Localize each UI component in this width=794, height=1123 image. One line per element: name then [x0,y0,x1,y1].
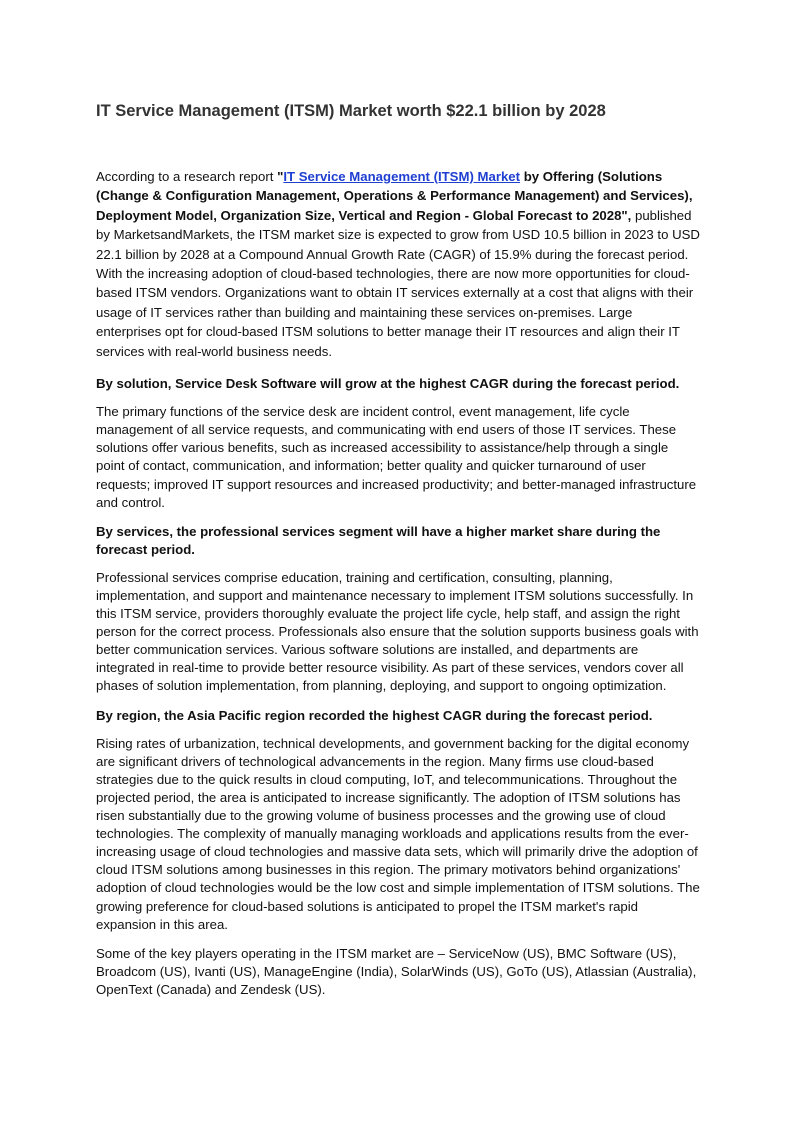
section-body-services: Professional services comprise education, training and certification, consulting, planning, implementation, and support and maintenance necessary to implement ITSM solutions successfully. In this ITSM service, providers thoroughly evaluate the project life cycle, help staff, and assign the right person for the correct process. Professionals also ensure that the solution supports business goals with better communication services. Various software solutions are installed, and departments are integrated in real-time to provide better resource visibility. As part of these services, vendors cover all phases of solution implementation, from planning, deploying, and support to ongoing optimization. [96,569,699,694]
report-title-rest: by Offering (Solutions (Change & Configuration Management, Operations & Performance Management) and Services), Deployment Model, Organization Size, Vertical and Region - Global Forecast to 2028", [96,169,693,223]
section-body-region: Rising rates of urbanization, technical developments, and government backing for the digital economy are significant drivers of technological advancements in the region. Many firms use cloud-based strategies due to the quick results in cloud computing, IoT, and telecommunications. Throughout the projected period, the area is anticipated to increase significantly. The adoption of ITSM solutions has risen substantially due to the growing volume of business processes and the growing use of cloud technologies. The complexity of manually managing workloads and applications results from the ever-increasing usage of cloud technologies and massive data sets, which will primarily drive the adoption of cloud ITSM solutions among businesses in this region. The primary motivators behind organizations' adoption of cloud technologies would be the low cost and simple implementation of ITSM solutions. The growing preference for cloud-based solutions is anticipated to propel the ITSM market's rapid expansion in this area. [96,735,700,932]
report-link[interactable]: IT Service Management (ITSM) Market [283,169,521,184]
closing-paragraph: Some of the key players operating in the ITSM market are – ServiceNow (US), BMC Software (US), Broadcom (US), Ivanti (US), ManageEngine (India), SolarWinds (US), GoTo (US), Atlassian (Australia), OpenText (Canada) and Zendesk (US). [96,945,697,997]
page-title: IT Service Management (ITSM) Market worth $22.1 billion by 2028 [96,102,606,120]
intro-paragraph [96,167,700,361]
section-body-solution: The primary functions of the service desk are incident control, event management, life cycle management of all service requests, and communicating with end users of those IT services. These solutions offer various benefits, such as increased accessibility to assistance/help through a single point of contact, communication, and information; better quality and quicker turnaround of user requests; improved IT support resources and increased productivity; and better-managed infrastructure and control. [96,404,697,510]
intro-prefix: According to a research report [96,169,278,184]
intro-quote-open: " [277,169,284,184]
section-heading-services: By services, the professional services segment will have a higher market share during the forecast period. [96,523,661,557]
section-heading-solution: By solution, Service Desk Software will grow at the highest CAGR during the forecast period. [96,376,680,392]
intro-body: published by MarketsandMarkets, the ITSM market size is expected to grow from USD 10.5 billion in 2023 to USD 22.1 billion by 2028 at a Compound Annual Growth Rate (CAGR) of 15.9% during the forecast period. With the increasing adoption of cloud-based technologies, there are now more opportunities for cloud-based ITSM vendors. Organizations want to obtain IT services externally at a cost that aligns with their usage of IT services rather than building and maintaining these services on-premises. Large enterprises opt for cloud-based ITSM solutions to better manage their IT resources and align their IT services with real-world business needs. [96,207,700,359]
document-page [96,100,700,1010]
section-heading-region: By region, the Asia Pacific region recorded the highest CAGR during the forecast period. [96,707,653,723]
